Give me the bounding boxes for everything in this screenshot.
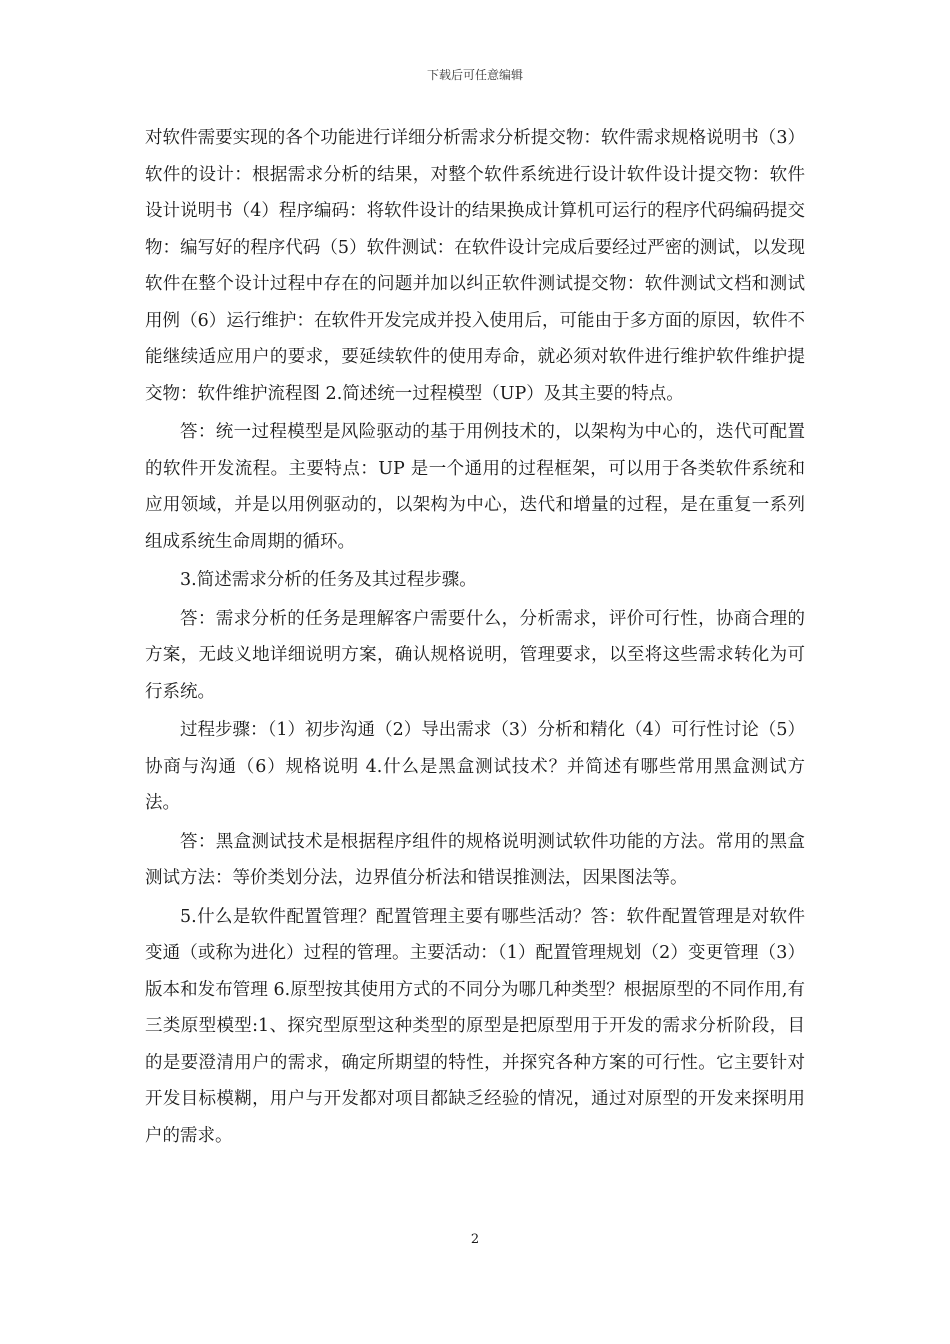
paragraph-5: 过程步骤：（1）初步沟通（2）导出需求（3）分析和精化（4）可行性讨论（5）协商与沟通（6）规格说明 4.什么是黑盒测试技术？并简述有哪些常用黑盒测试方法。 [145, 720, 805, 813]
page-number: 2 [470, 1232, 480, 1247]
paragraph-6: 答：黑盒测试技术是根据程序组件的规格说明测试软件功能的方法。常用的黑盒测试方法：等价类划分法，边界值分析法和错误推测法，因果图法等。 [145, 831, 805, 888]
paragraph-3: 3.简述需求分析的任务及其过程步骤。 [180, 570, 477, 590]
paragraph-7: 5.什么是软件配置管理？配置管理主要有哪些活动？答：软件配置管理是对软件变通（或称为进化）过程的管理。主要活动：（1）配置管理规划（2）变更管理（3）版本和发布管理 6.原型按其使用方式的不同分为哪几种类型？根据原型的不同作用,有三类原型模型:1、探究型原型这种类型的原型是把原型用于开发的需求分析阶段，目的是要澄清用户的需求，确定所期望的特性，并探究各种方案的可行性。它主要针对开发目标模糊，用户与开发都对项目都缺乏经验的情况，通过对原型的开发来探明用户的需求。 [145, 906, 805, 1146]
page-header: 下载后可任意编辑 [426, 68, 523, 82]
paragraph-1: 对软件需要实现的各个功能进行详细分析需求分析提交物：软件需求规格说明书（3）软件的设计：根据需求分析的结果，对整个软件系统进行设计软件设计提交物：软件设计说明书（4）程序编码：将软件设计的结果换成计算机可运行的程序代码编码提交物：编写好的程序代码（5）软件测试：在软件设计完成后要经过严密的测试，以发现软件在整个设计过程中存在的问题并加以纠正软件测试提交物：软件测试文档和测试用例（6）运行维护：在软件开发完成并投入使用后，可能由于多方面的原因，软件不能继续适应用户的要求，要延续软件的使用寿命，就必须对软件进行维护软件维护提交物：软件维护流程图 2.简述统一过程模型（UP）及其主要的特点。 [145, 128, 805, 404]
paragraph-4: 答：需求分析的任务是理解客户需要什么，分析需求，评价可行性，协商合理的方案，无歧义地详细说明方案，确认规格说明，管理要求，以至将这些需求转化为可行系统。 [145, 608, 805, 702]
paragraph-2: 答：统一过程模型是风险驱动的基于用例技术的，以架构为中心的，迭代可配置的软件开发流程。主要特点：UP 是一个通用的过程框架，可以用于各类软件系统和应用领域，并是以用例驱动的，以架构为中心，迭代和增量的过程，是在重复一系列组成系统生命周期的循环。 [145, 422, 805, 552]
document-body [145, 120, 805, 1154]
